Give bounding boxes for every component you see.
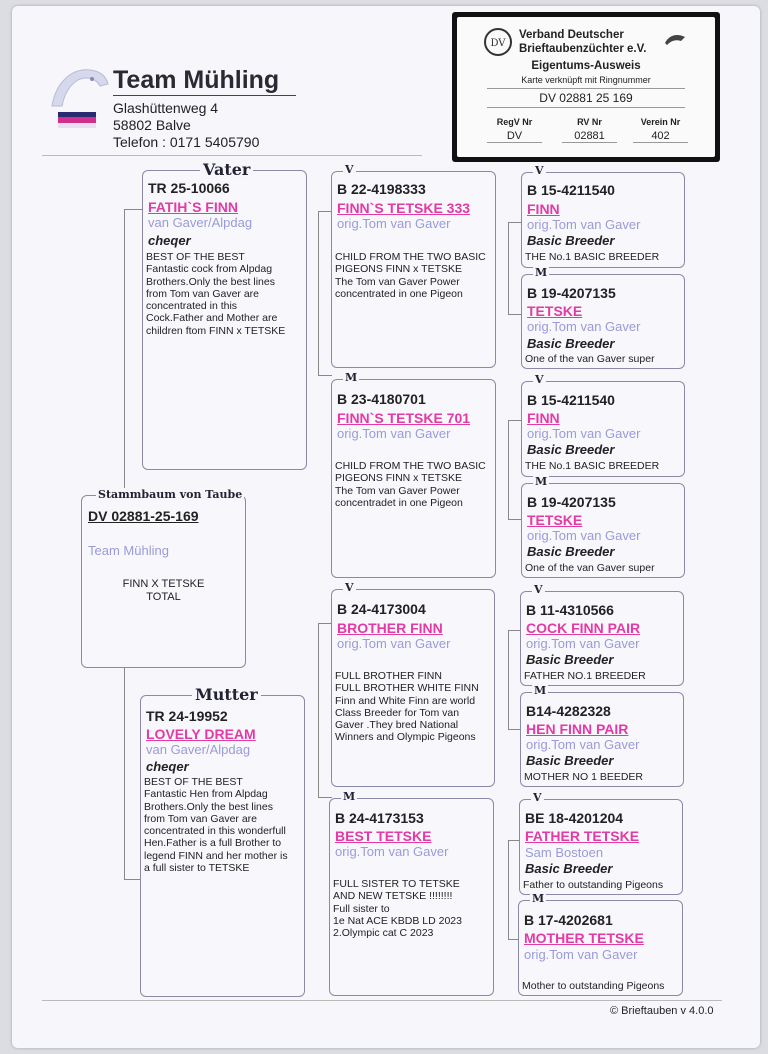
card-subtitle: Karte verknüpft mit Ringnummer <box>521 75 651 85</box>
g8-ring: B 17-4202681 <box>524 912 613 928</box>
mf-ring: B 24-4173004 <box>337 601 426 617</box>
g1-name: FINN <box>527 201 560 217</box>
mother-breeder: van Gaver/Alpdag <box>146 742 251 757</box>
title-underline <box>113 95 296 96</box>
g6-name: HEN FINN PAIR <box>526 721 629 737</box>
fm-name: FINN`S TETSKE 701 <box>337 410 471 426</box>
father-badge: Vater <box>200 160 253 179</box>
g6-color: Basic Breeder <box>526 753 614 768</box>
g4-badge: M <box>535 475 548 488</box>
g7-box[interactable] <box>519 799 683 895</box>
g7-color: Basic Breeder <box>525 861 613 876</box>
g1-ring: B 15-4211540 <box>527 182 615 198</box>
card-col1-value: DV <box>487 130 542 143</box>
ff-box[interactable] <box>331 171 496 368</box>
svg-text:DV: DV <box>490 38 506 49</box>
connector-fm-1 <box>508 420 522 480</box>
g5-notes: FATHER NO.1 BREEDER <box>524 670 646 682</box>
ownership-card <box>452 12 720 162</box>
g8-badge: M <box>532 892 545 905</box>
mf-name: BROTHER FINN <box>337 620 443 636</box>
g2-breeder: orig.Tom van Gaver <box>527 319 641 334</box>
g7-ring: BE 18-4201204 <box>525 810 624 826</box>
pigeon-head-icon <box>46 62 110 110</box>
g6-breeder: orig.Tom van Gaver <box>526 737 640 752</box>
street: Glashüttenweg 4 <box>113 100 219 116</box>
g3-ring: B 15-4211540 <box>527 392 615 408</box>
g5-badge: V <box>534 583 543 596</box>
card-rule-2 <box>487 107 685 108</box>
ff-breeder: orig.Tom van Gaver <box>337 216 451 231</box>
mother-color: cheqer <box>146 759 189 774</box>
footer-version: © Brieftauben v 4.0.0 <box>610 1005 714 1017</box>
ff-badge: V <box>345 163 354 176</box>
g2-ring: B 19-4207135 <box>527 285 616 301</box>
dv-logo-icon <box>483 27 513 57</box>
mf-box[interactable] <box>331 589 495 787</box>
mf-badge: V <box>345 581 354 594</box>
g7-breeder: Sam Bostoen <box>525 845 604 860</box>
subject-box[interactable] <box>81 495 246 668</box>
mother-notes: BEST OF THE BEST Fantastic Hen from Alpdag Brothers.Only the best lines from Tom van Gaver are concentrated in this wonderfull Hen.Father is a full Brother to legend FINN and her mother is a full sister to TETSKE <box>144 776 288 875</box>
mother-ring: TR 24-19952 <box>146 708 228 724</box>
g7-name: FATHER TETSKE <box>525 828 640 844</box>
g8-name: MOTHER TETSKE <box>524 930 644 946</box>
mm-badge: M <box>343 790 356 803</box>
g5-color: Basic Breeder <box>526 652 614 667</box>
father-color: cheqer <box>148 233 191 248</box>
g1-notes: THE No.1 BASIC BREEDER <box>525 251 660 263</box>
fm-ring: B 23-4180701 <box>337 391 426 407</box>
card-ring: DV 02881 25 169 <box>539 91 633 105</box>
g8-breeder: orig.Tom van Gaver <box>524 947 638 962</box>
father-notes: BEST OF THE BEST Fantastic cock from Alpdag Brothers.Only the best lines from Tom van Gaver are concentrated in this Cock.Father and Mother are children ftom FINN x TETSKE <box>146 251 286 337</box>
g6-ring: B14-4282328 <box>526 703 611 719</box>
g1-box[interactable] <box>521 172 685 268</box>
mm-breeder: orig.Tom van Gaver <box>335 844 449 859</box>
g4-color: Basic Breeder <box>527 544 615 559</box>
header-divider <box>42 155 422 156</box>
connector-mother-parents <box>318 623 332 798</box>
g2-name: TETSKE <box>527 303 583 319</box>
g2-box[interactable] <box>521 274 685 369</box>
fm-box[interactable] <box>331 379 496 578</box>
ff-notes: CHILD FROM THE TWO BASIC PIGEONS FINN x TETSKE The Tom van Gaver Power concentrated in one Pigeon <box>335 251 486 300</box>
g3-name: FINN <box>527 410 560 426</box>
subject-breeder: Team Mühling <box>88 543 169 558</box>
g2-notes: One of the van Gaver super <box>525 353 655 365</box>
fm-badge: M <box>345 371 358 384</box>
mf-breeder: orig.Tom van Gaver <box>337 636 451 651</box>
g7-notes: Father to outstanding Pigeons <box>523 879 664 891</box>
card-col3-value: 402 <box>633 130 688 143</box>
card-col1-label: RegV Nr <box>496 117 533 127</box>
mm-box[interactable] <box>329 798 494 996</box>
g3-breeder: orig.Tom van Gaver <box>527 426 641 441</box>
pigeon-mini-icon <box>663 31 687 47</box>
father-ring: TR 25-10066 <box>148 180 230 196</box>
team-name: Team Mühling <box>113 66 280 94</box>
g3-badge: V <box>535 373 544 386</box>
father-name: FATIH`S FINN <box>148 199 238 215</box>
g3-color: Basic Breeder <box>527 442 615 457</box>
connector-ff-1 <box>508 222 522 270</box>
g4-ring: B 19-4207135 <box>527 494 616 510</box>
father-breeder: van Gaver/Alpdag <box>148 215 253 230</box>
g8-notes: Mother to outstanding Pigeons <box>522 980 665 992</box>
fm-notes: CHILD FROM THE TWO BASIC PIGEONS FINN x TETSKE The Tom van Gaver Power concentradet in one Pigeon <box>335 460 486 509</box>
g1-breeder: orig.Tom van Gaver <box>527 217 641 232</box>
g6-notes: MOTHER NO 1 BEEDER <box>524 771 644 783</box>
mother-badge: Mutter <box>192 685 261 704</box>
g2-badge: M <box>535 266 548 279</box>
card-col2-value: 02881 <box>562 130 617 143</box>
card-col2-label: RV Nr <box>577 117 602 127</box>
g4-box[interactable] <box>521 483 685 578</box>
g5-name: COCK FINN PAIR <box>526 620 641 636</box>
card-rule-1 <box>487 88 685 89</box>
g1-color: Basic Breeder <box>527 233 615 248</box>
ff-ring: B 22-4198333 <box>337 181 426 197</box>
g4-breeder: orig.Tom van Gaver <box>527 528 641 543</box>
mother-name: LOVELY DREAM <box>146 726 256 742</box>
mm-name: BEST TETSKE <box>335 828 432 844</box>
g1-badge: V <box>535 164 544 177</box>
mm-ring: B 24-4173153 <box>335 810 424 826</box>
g2-color: Basic Breeder <box>527 336 615 351</box>
connector-father-parents <box>318 211 332 376</box>
connector-fm-2 <box>508 480 522 520</box>
g6-box[interactable] <box>520 692 684 787</box>
g3-notes: THE No.1 BASIC BREEDER <box>525 460 660 472</box>
mf-notes: FULL BROTHER FINN FULL BROTHER WHITE FINN Finn and White Finn are world Class Breeder for Tom van Gaver .They bred National Winners and Olympic Pigeons <box>335 670 479 744</box>
father-box[interactable] <box>142 170 307 470</box>
flag-icon <box>58 112 96 128</box>
mm-notes: FULL SISTER TO TETSKE AND NEW TETSKE !!!!!!!! Full sister to 1e Nat ACE KBDB LD 2023 2.Olympic cat C 2023 <box>333 878 462 940</box>
footer-divider <box>42 1000 722 1001</box>
card-title: Eigentums-Ausweis <box>531 60 641 72</box>
connector-subject-father <box>124 209 142 495</box>
g5-box[interactable] <box>520 591 684 686</box>
g5-breeder: orig.Tom van Gaver <box>526 636 640 651</box>
card-org-line2: Brieftaubenzüchter e.V. <box>519 43 647 55</box>
subject-notes: FINN X TETSKE TOTAL <box>122 578 205 603</box>
phone: Telefon : 0171 5405790 <box>113 134 260 150</box>
subject-badge: Stammbaum von Taube <box>98 488 243 501</box>
ff-name: FINN`S TETSKE 333 <box>337 200 471 216</box>
subject-ring: DV 02881-25-169 <box>88 508 199 524</box>
g5-ring: B 11-4310566 <box>526 602 614 618</box>
g8-box[interactable] <box>518 900 683 996</box>
card-col3-label: Verein Nr <box>640 117 681 127</box>
mother-box[interactable] <box>140 695 305 997</box>
g6-badge: M <box>534 684 547 697</box>
g3-box[interactable] <box>521 381 685 477</box>
g7-badge: V <box>533 791 542 804</box>
g4-notes: One of the van Gaver super <box>525 562 655 574</box>
fm-breeder: orig.Tom van Gaver <box>337 426 451 441</box>
card-org-line1: Verband Deutscher <box>519 29 624 41</box>
city: 58802 Balve <box>113 117 191 133</box>
connector-ff-2 <box>508 270 522 315</box>
g4-name: TETSKE <box>527 512 583 528</box>
